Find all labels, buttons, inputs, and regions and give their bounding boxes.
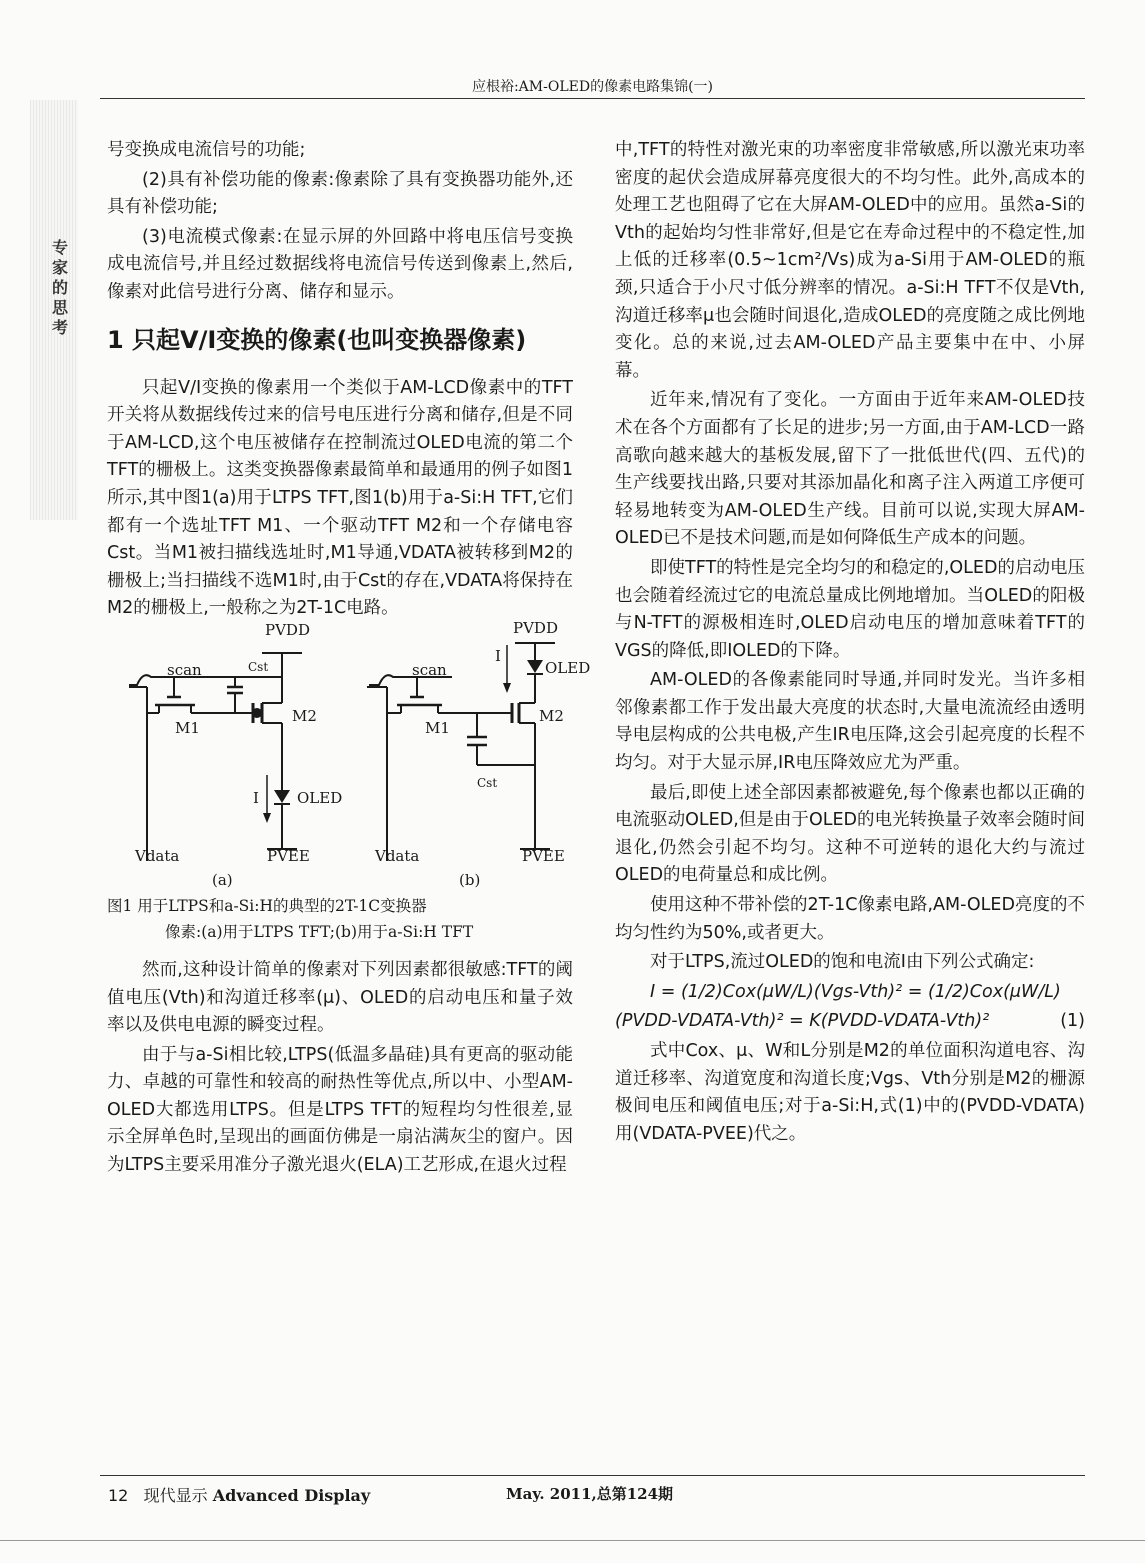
- label-b-cst: Cst: [477, 775, 498, 790]
- label-a-m2: M2: [292, 706, 317, 725]
- section-heading: 1 只起V/I变换的像素(也叫变换器像素): [107, 325, 527, 354]
- page-number: 12: [108, 1486, 129, 1505]
- label-b-oled: OLED: [545, 658, 591, 677]
- label-b-i: I: [495, 646, 501, 665]
- circuit-diagram: [107, 618, 591, 889]
- right-paragraph-8: 式中Cox、μ、W和L分别是M2的单位面积沟道电容、沟道迁移率、沟道宽度和沟道长度;Vgs、Vth分别是M2的栅源极间电压和阈值电压;对于a-Si:H,式(1)中的(PVDD-VDATA)用(VDATA-PVEE)代之。: [615, 1041, 1085, 1144]
- right-paragraph-6: 使用这种不带补偿的2T-1C像素电路,AM-OLED亮度的不均匀性约为50%,或者更大。: [615, 895, 1085, 943]
- figure-caption-line-1: 图1 用于LTPS和a-Si:H的典型的2T-1C变换器: [107, 896, 427, 915]
- right-paragraph-7: 对于LTPS,流过OLED的饱和电流I由下列公式确定:: [650, 952, 1035, 973]
- footer-left: [108, 1483, 370, 1506]
- figure-caption-line-2: 像素:(a)用于LTPS TFT;(b)用于a-Si:H TFT: [165, 922, 474, 941]
- footer-rule: [100, 1475, 1085, 1476]
- right-column: [615, 137, 1085, 1150]
- journal-name-cn: 现代显示: [143, 1486, 208, 1505]
- right-paragraph-5: 最后,即使上述全部因素都被避免,每个像素也都以正确的电流驱动OLED,但是由于OLED的电光转换量子效率会随时间退化,仍然会引起不均匀。这种不可逆转的退化大约与流过OLED的电荷量总和成比例。: [615, 782, 1085, 886]
- left-paragraph-1: 号变换成电流信号的功能;: [107, 140, 306, 160]
- label-b-m1: M1: [425, 718, 450, 737]
- running-header: 应根裕:AM-OLED的像素电路集锦(一): [471, 79, 714, 95]
- figure-caption: [107, 893, 573, 945]
- left-paragraph-6: 由于与a-Si相比较,LTPS(低温多晶硅)具有更高的驱动能力、卓越的可靠性和较高的耐热性等优点,所以中、小型AM-OLED大都选用LTPS。但是LTPS TFT的短程均匀性很差,显示全屏单色时,呈现出的画面仿佛是一扇沾满灰尘的窗户。因为LTPS主要采用准分子激光退火(ELA)工艺形成,在退火过程: [107, 1044, 573, 1176]
- journal-name-en: Advanced Display: [212, 1486, 371, 1505]
- formula-line-1: I = (1/2)Cox(μW/L)(Vgs-Vth)² = (1/2)Cox(μW/L): [650, 981, 1061, 1002]
- left-paragraph-4: 只起V/I变换的像素用一个类似于AM-LCD像素中的TFT开关将从数据线传过来的信号电压进行分离和储存,但是不同于AM-LCD,这个电压被储存在控制流过OLED电流的第二个TFT的栅极上。这类变换器像素最简单和最通用的例子如图1所示,其中图1(a)用于LTPS TFT,图1(b)用于a-Si:H TFT,它们都有一个选址TFT M1、一个驱动TFT M2和一个存储电容Cst。当M1被扫描线选址时,M1导通,VDATA被转移到M2的栅极上;当扫描线不选M1时,由于Cst的存在,VDATA将保持在M2的栅极上,一般称之为2T-1C电路。: [107, 377, 573, 619]
- label-a-pvee: PVEE: [267, 846, 310, 865]
- sidebar-label: 专家的思考: [52, 238, 69, 337]
- right-paragraph-3: 即使TFT的特性是完全均匀的和稳定的,OLED的启动电压也会随着经流过它的电流总量成比例地增加。当OLED的阳极与N-TFT的源极相连时,OLED启动电压的增加意味着TFT的VGS的降低,即IOLED的下降。: [615, 557, 1085, 661]
- left-paragraph-3: (3)电流模式像素:在显示屏的外回路中将电压信号变换成电流信号,并且经过数据线将电流信号传送到像素上,然后,像素对此信号进行分离、储存和显示。: [107, 226, 573, 302]
- left-paragraph-5: 然而,这种设计简单的像素对下列因素都很敏感:TFT的阈值电压(Vth)和沟道迁移率(μ)、OLED的启动电压和量子效率以及供电电源的瞬变过程。: [107, 959, 573, 1036]
- circuit-a: [129, 653, 302, 861]
- label-b-vdata: Vdata: [375, 846, 420, 865]
- left-paragraph-2: (2)具有补偿功能的像素:像素除了具有变换器功能外,还具有补偿功能;: [107, 169, 573, 218]
- label-a-scan: scan: [167, 660, 202, 679]
- right-paragraph-2: 近年来,情况有了变化。一方面由于近年来AM-OLED技术在各个方面都有了长足的进步;另一方面,由于AM-LCD一路高歌向越来越大的基板发展,留下了一批低世代(四、五代)的生产线要找出路,只要对其添加晶化和离子注入两道工序便可轻易地转变为AM-OLED生产线。目前可以说,实现大屏AM-OLED已不是技术问题,而是如何降低生产成本的问题。: [615, 390, 1085, 549]
- label-a-pvdd: PVDD: [265, 620, 310, 639]
- label-a-caption: (a): [212, 870, 233, 889]
- label-b-caption: (b): [459, 870, 481, 889]
- label-a-oled: OLED: [297, 788, 343, 807]
- right-paragraph-4: AM-OLED的各像素能同时导通,并同时发光。当许多相邻像素都工作于发出最大亮度的状态时,大量电流流经由透明导电层构成的公共电极,产生IR电压降,这会引起亮度的长程不均匀。对于大显示屏,IR电压降效应尤为严重。: [615, 670, 1085, 774]
- formula-line-2-text: (PVDD-VDATA-Vth)² = K(PVDD-VDATA-Vth)²: [615, 1011, 990, 1032]
- issue-info: May. 2011,总第124期: [506, 1485, 674, 1503]
- label-a-cst: Cst: [248, 659, 269, 674]
- circuit-b: [367, 643, 555, 861]
- label-b-pvee: PVEE: [522, 846, 565, 865]
- left-column: [107, 137, 591, 1182]
- header-rule: [100, 98, 1085, 99]
- bottom-rule: [0, 1540, 1145, 1541]
- formula-line-2: [615, 1008, 1085, 1036]
- right-paragraph-1: 中,TFT的特性对激光束的功率密度非常敏感,所以激光束功率密度的起伏会造成屏幕亮度很大的不均匀性。此外,高成本的处理工艺也阻碍了它在大屏AM-OLED中的应用。虽然a-Si的Vth的起始均匀性非常好,但是它在寿命过程中的不稳定性,加上低的迁移率(0.5~1cm²/Vs)成为a-Si用于AM-OLED的瓶颈,只适合于小尺寸低分辨率的情况。a-Si:H TFT不仅是Vth,沟道迁移率μ也会随时间退化,造成OLED的亮度随之成比例地变化。总的来说,过去AM-OLED产品主要集中在中、小屏幕。: [615, 140, 1085, 381]
- figure-1: [107, 618, 591, 889]
- label-b-m2: M2: [539, 706, 564, 725]
- label-b-pvdd: PVDD: [513, 618, 558, 637]
- label-b-scan: scan: [412, 660, 447, 679]
- label-a-vdata: Vdata: [135, 846, 180, 865]
- label-a-m1: M1: [175, 718, 200, 737]
- formula-number: (1): [1060, 1011, 1085, 1032]
- label-a-i: I: [253, 788, 259, 807]
